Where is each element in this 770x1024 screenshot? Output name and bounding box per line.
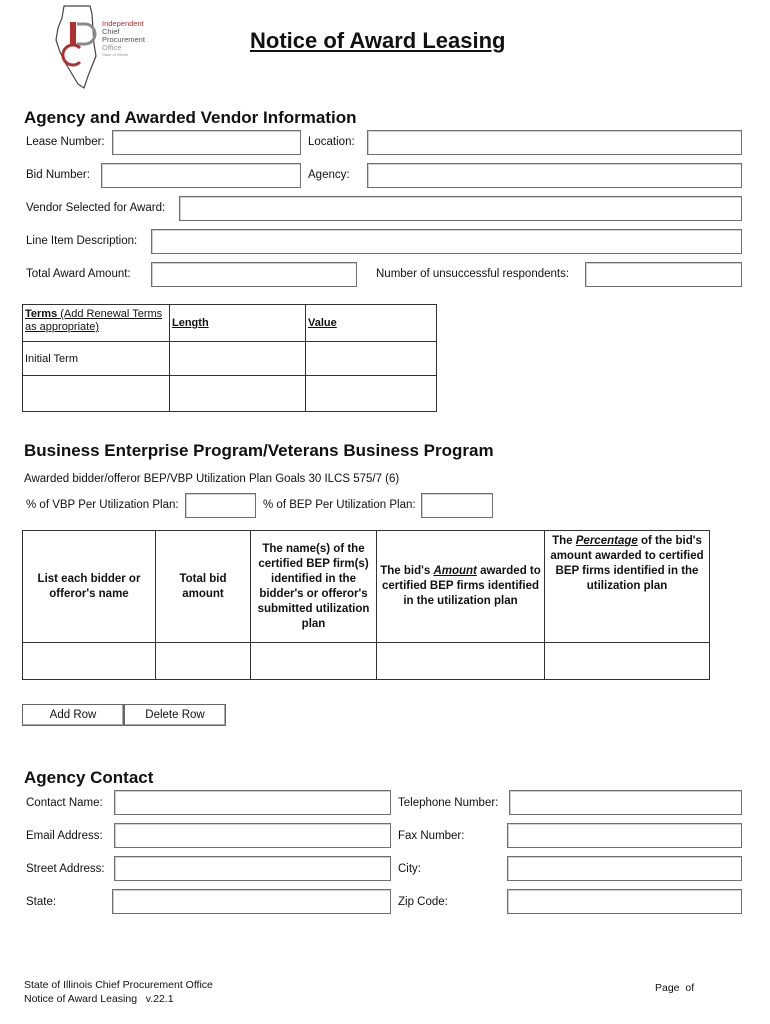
logo-line2: Chief [102,27,120,36]
total-award-input[interactable] [151,262,357,287]
bep-row-firms[interactable] [251,643,377,680]
bep-row-amount[interactable] [377,643,545,680]
contact-name-label: Contact Name: [26,797,103,809]
bep-row-bidder[interactable] [23,643,156,680]
vendor-section-heading: Agency and Awarded Vendor Information [24,108,357,127]
contact-section-heading: Agency Contact [24,768,154,787]
logo-line4: Office [102,43,122,52]
add-row-button[interactable]: Add Row [22,704,124,726]
unsuccessful-input[interactable] [585,262,742,287]
line-item-input[interactable] [151,229,742,254]
contact-name-input[interactable] [114,790,391,815]
state-label: State: [26,896,57,908]
vendor-input[interactable] [179,196,742,221]
footer-left [24,978,213,1006]
city-input[interactable] [507,856,742,881]
term-row-2-name[interactable] [23,376,170,412]
bep-label: % of BEP Per Utilization Plan: [263,499,416,511]
city-label: City: [398,863,421,875]
footer-line1: State of Illinois Chief Procurement Office [24,979,213,991]
state-input[interactable] [112,889,391,914]
term-row-2-length[interactable] [170,376,306,412]
terms-header-bold: Terms [25,308,61,320]
goals-text: Awarded bidder/offeror BEP/VBP Utilization Plan Goals 30 ILCS 575/7 (6) [24,473,400,485]
bid-number-label: Bid Number: [26,169,90,181]
street-label: Street Address: [26,863,105,875]
bidder-name-header: List each bidder or offeror's name [23,531,156,643]
agency-input[interactable] [367,163,742,188]
percentage-header-b: Percentage [575,535,638,547]
initial-term-cell: Initial Term [23,342,170,376]
value-header: Value [306,305,437,342]
term-row-2-value[interactable] [306,376,437,412]
terms-header [23,305,170,342]
logo-line1: Independent [102,19,144,28]
percentage-header-a: The [552,535,576,547]
bid-amount-header-b: Amount [433,565,477,577]
telephone-label: Telephone Number: [398,797,499,809]
zip-input[interactable] [507,889,742,914]
percentage-header-c: of the bid's amount awarded to certified BEP firms identified in the utilization plan [550,535,704,592]
vbp-label: % of VBP Per Utilization Plan: [26,499,179,511]
location-input[interactable] [367,130,742,155]
unsuccessful-label: Number of unsuccessful respondents: [376,268,570,280]
terms-header-note: (Add Renewal Terms as appropriate) [25,308,163,333]
bep-row-total[interactable] [156,643,251,680]
street-input[interactable] [114,856,391,881]
footer-line2: Notice of Award Leasing v.22.1 [24,993,174,1005]
telephone-input[interactable] [509,790,742,815]
bid-amount-header [377,531,545,643]
lease-number-label: Lease Number: [26,136,105,148]
email-label: Email Address: [26,830,103,842]
percentage-header [545,531,710,643]
agency-label: Agency: [308,169,350,181]
total-award-label: Total Award Amount: [26,268,131,280]
lease-number-input[interactable] [112,130,301,155]
terms-table [22,304,437,412]
bep-row-percentage[interactable] [545,643,710,680]
bep-firms-header: The name(s) of the certified BEP firm(s) identified in the bidder's or offeror's submitted utilization plan [251,531,377,643]
page-number: Page of [655,982,695,994]
bid-amount-header-a: The bid's [380,565,434,577]
page-title: Notice of Award Leasing [250,28,506,53]
bid-number-input[interactable] [101,163,301,188]
bep-section-heading: Business Enterprise Program/Veterans Business Program [24,441,494,460]
fax-label: Fax Number: [398,830,465,842]
bep-input[interactable] [421,493,493,518]
email-input[interactable] [114,823,391,848]
bid-amount-header-c: awarded to certified BEP firms identified in the utilization plan [382,565,541,607]
total-bid-header: Total bid amount [156,531,251,643]
bep-table [22,530,710,680]
initial-term-value[interactable] [306,342,437,376]
fax-input[interactable] [507,823,742,848]
line-item-label: Line Item Description: [26,235,138,247]
logo-line5: State of Illinois [102,52,129,57]
logo-line3: Procurement [102,35,145,44]
location-label: Location: [308,136,355,148]
delete-row-button[interactable]: Delete Row [124,704,226,726]
vendor-label: Vendor Selected for Award: [26,202,166,214]
length-header: Length [170,305,306,342]
initial-term-length[interactable] [170,342,306,376]
logo [50,4,160,90]
zip-label: Zip Code: [398,896,448,908]
vbp-input[interactable] [185,493,256,518]
